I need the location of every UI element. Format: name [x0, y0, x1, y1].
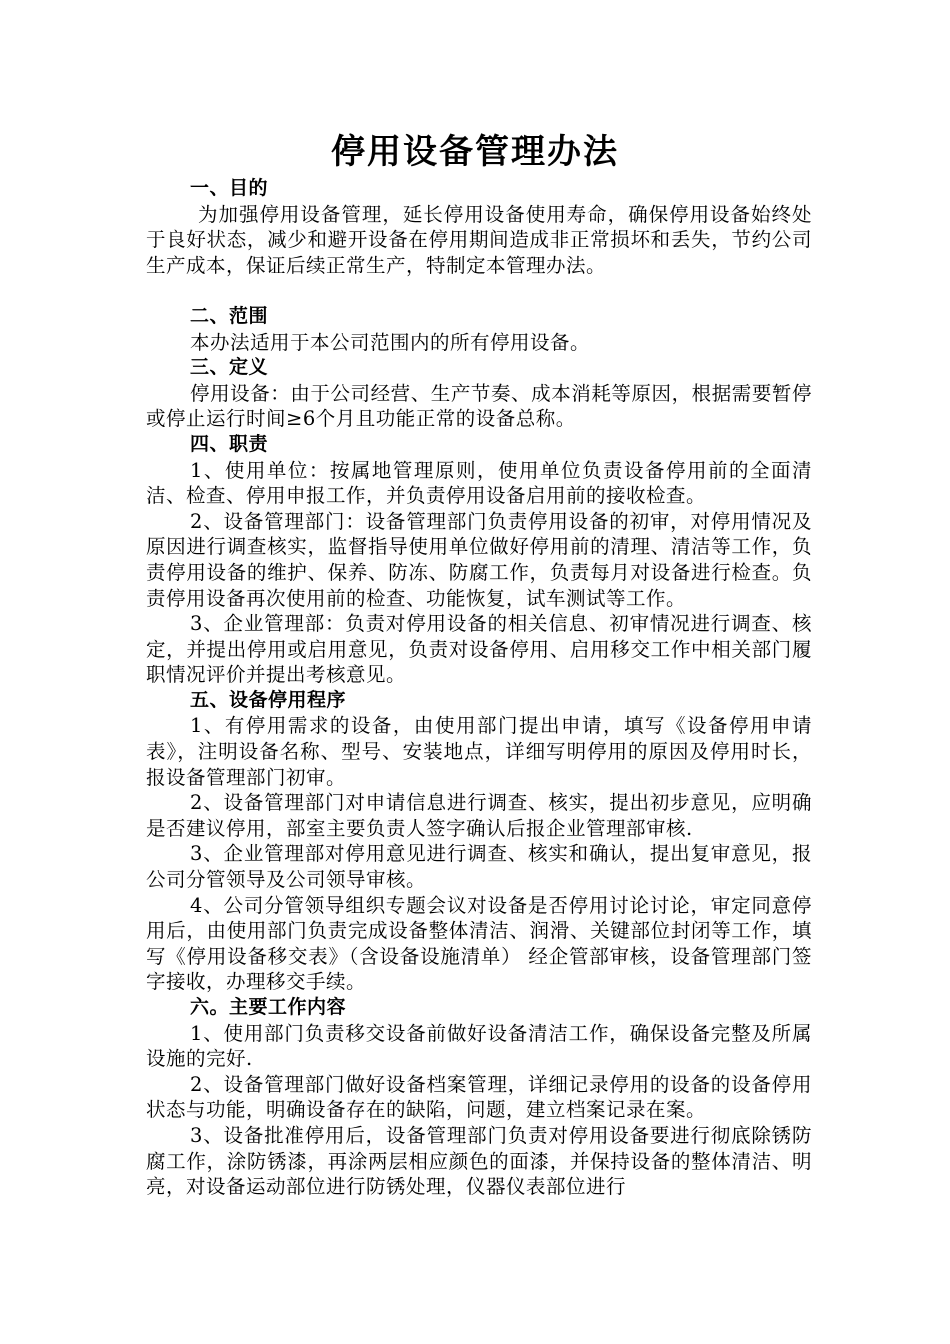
- section-heading-responsibilities: 四、职责: [190, 432, 269, 455]
- section-heading-purpose: 一、目的: [190, 177, 269, 199]
- paragraph-procedure-4: 4、公司分管领导组织专题会议对设备是否停用讨论讨论，审定同意停用后，由使用部门负责完成设备整体清洁、润滑、关键部位封闭等工作，填写《停用设备移交表》（含设备设施清单） 经企管部审核，设备管理部门签字接收，办理移交手续。: [146, 893, 812, 994]
- paragraph-gap: [146, 278, 812, 304]
- paragraph-main-work-3: 3、设备批准停用后，设备管理部门负责对停用设备要进行彻底除锈防腐工作，涂防锈漆，再涂两层相应颜色的面漆，并保持设备的整体清洁、明亮，对设备运动部位进行防锈处理，仪器仪表部位进行: [146, 1123, 812, 1199]
- paragraph-responsibility-2: 2、设备管理部门：设备管理部门负责停用设备的初审，对停用情况及原因进行调查核实，监督指导使用单位做好停用前的清理、清洁等工作，负责停用设备的维护、保养、防冻、防腐工作，负责每月对设备进行检查。负责停用设备再次使用前的检查、功能恢复，试车测试等工作。: [146, 509, 812, 610]
- paragraph-procedure-3: 3、企业管理部对停用意见进行调查、核实和确认，提出复审意见，报公司分管领导及公司领导审核。: [146, 842, 812, 892]
- section-heading-procedure: 五、设备停用程序: [190, 688, 347, 711]
- document-title: 停用设备管理办法: [331, 132, 619, 172]
- paragraph-scope: 本办法适用于本公司范围内的所有停用设备。: [190, 330, 591, 354]
- paragraph-definition: 停用设备：由于公司经营、生产节奏、成本消耗等原因，根据需要暂停或停止运行时间≥6个月且功能正常的设备总称。: [146, 381, 812, 431]
- paragraph-main-work-1: 1、使用部门负责移交设备前做好设备清洁工作，确保设备完整及所属设施的完好.: [146, 1021, 812, 1071]
- paragraph-procedure-1: 1、有停用需求的设备，由使用部门提出申请，填写《设备停用申请表》，注明设备名称、型号、安装地点，详细写明停用的原因及停用时长，报设备管理部门初审。: [146, 714, 812, 789]
- paragraph-purpose: 为加强停用设备管理，延长停用设备使用寿命，确保停用设备始终处于良好状态，减少和避开设备在停用期间造成非正常损坏和丢失，节约公司生产成本，保证后续正常生产，特制定本管理办法。: [146, 202, 812, 277]
- document-body: [146, 176, 812, 1200]
- paragraph-main-work-2: 2、设备管理部门做好设备档案管理，详细记录停用的设备的设备停用状态与功能，明确设备存在的缺陷，问题，建立档案记录在案。: [146, 1072, 812, 1122]
- section-heading-main-work: 六。主要工作内容: [190, 996, 347, 1018]
- paragraph-responsibility-3: 3、企业管理部：负责对停用设备的相关信息、初审情况进行调查、核定，并提出停用或启用意见，负责对设备停用、启用移交工作中相关部门履职情况评价并提出考核意见。: [146, 612, 812, 687]
- section-heading-definition: 三、定义: [190, 356, 269, 379]
- paragraph-procedure-2: 2、设备管理部门对申请信息进行调查、核实，提出初步意见，应明确是否建议停用，部室主要负责人签字确认后报企业管理部审核.: [146, 791, 812, 840]
- section-heading-scope: 二、范围: [190, 304, 269, 327]
- paragraph-responsibility-1: 1、使用单位：按属地管理原则，使用单位负责设备停用前的全面清洁、检查、停用申报工作，并负责停用设备启用前的接收检查。: [146, 458, 812, 508]
